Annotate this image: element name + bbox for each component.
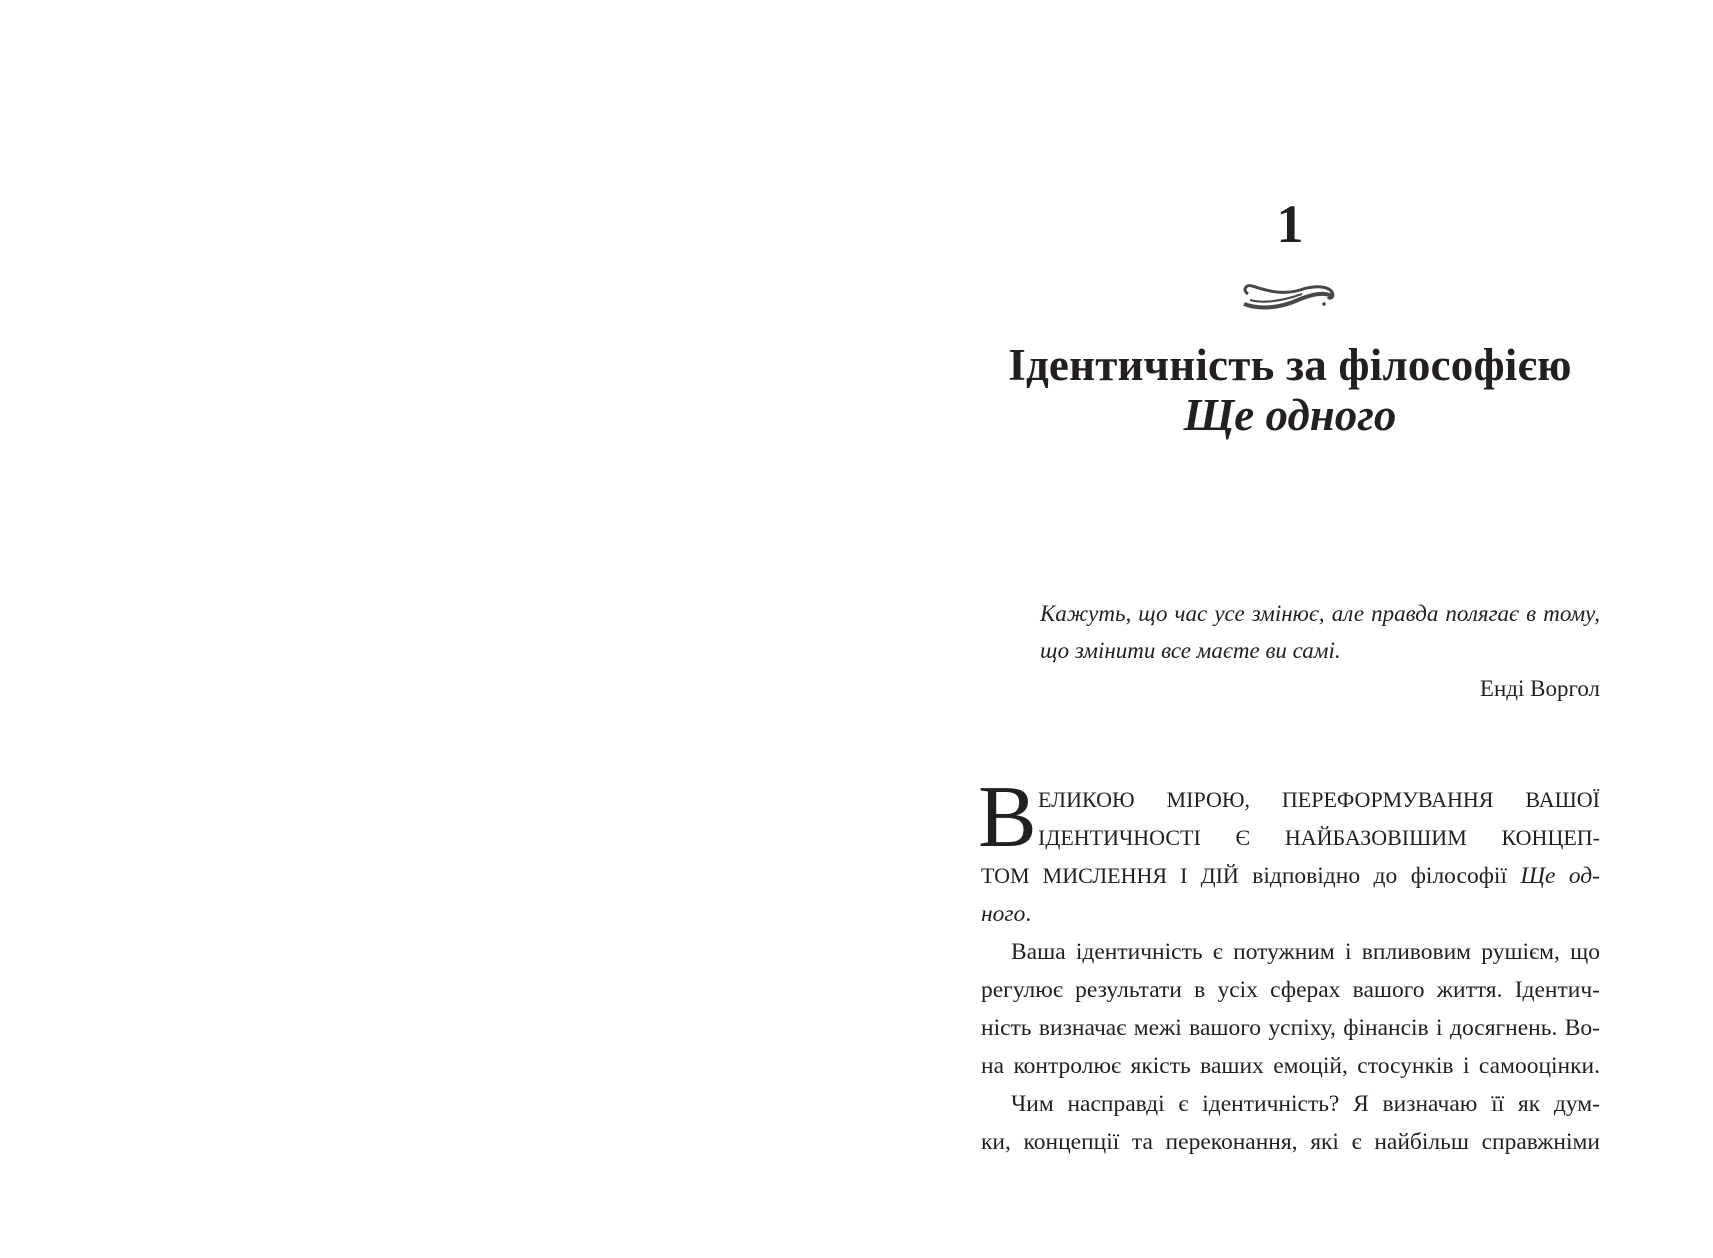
italic-text: ного bbox=[981, 901, 1026, 927]
body-line: Чим насправді є ідентичність? Я визначаю її як дум- bbox=[1011, 1091, 1600, 1117]
left-page-blank bbox=[0, 0, 856, 1258]
body-line: ність визначає межі вашого успіху, фінансів і досягнень. Во- bbox=[981, 1015, 1600, 1041]
body-text: відповідно до філософії bbox=[1238, 863, 1521, 889]
italic-text: Ще од- bbox=[1520, 863, 1601, 889]
chapter-subtitle: Ще одного bbox=[1183, 390, 1397, 440]
body-line: ІДЕНТИЧНОСТІ Є НАЙБАЗОВІШИМ КОНЦЕП- bbox=[1038, 825, 1600, 850]
epigraph-author: Енді Воргол bbox=[1479, 676, 1600, 701]
body-line: Ваша ідентичність є потужним і впливовим рушієм, що bbox=[1011, 939, 1600, 965]
body-line bbox=[981, 899, 1600, 929]
swirl-ornament-icon bbox=[1240, 280, 1340, 314]
body-line: ки, концепції та переконання, які є найбільш справжніми bbox=[981, 1129, 1600, 1155]
body-text: . bbox=[1025, 901, 1032, 927]
drop-cap: В bbox=[978, 769, 1037, 866]
body-line: регулює результати в усіх сферах вашого життя. Ідентич- bbox=[981, 977, 1600, 1003]
body-line bbox=[981, 861, 1600, 891]
chapter-number: 1 bbox=[1276, 194, 1304, 254]
chapter-title: Ідентичність за філософією bbox=[1008, 340, 1572, 390]
epigraph-line: що змінити все маєте ви самі. bbox=[1040, 638, 1341, 663]
small-caps-text: ТОМ МИСЛЕННЯ І ДІЙ bbox=[981, 863, 1239, 888]
body-line: ЕЛИКОЮ МІРОЮ, ПЕРЕФОРМУВАННЯ ВАШОЇ bbox=[1038, 787, 1600, 812]
body-line: на контролює якість ваших емоцій, стосунків і самооцінки. bbox=[981, 1053, 1600, 1079]
epigraph-line: Кажуть, що час усе змінює, але правда полягає в тому, bbox=[1040, 601, 1600, 626]
